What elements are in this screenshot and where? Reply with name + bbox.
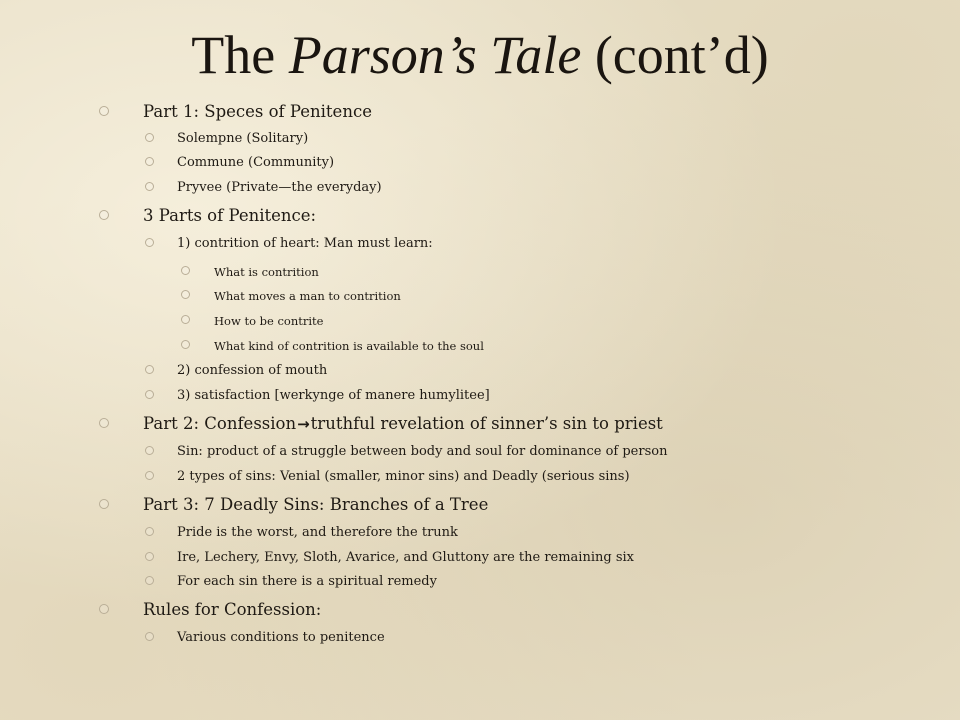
bullet-circle-icon	[145, 471, 154, 480]
outline-item-rules	[143, 600, 321, 619]
outline-item-parts-of-penitence	[143, 206, 316, 225]
item-text: For each sin there is a spiritual remedy	[177, 574, 437, 589]
item-text: Various conditions to penitence	[177, 630, 385, 645]
item-text: Rules for Confession:	[143, 600, 322, 619]
outline-item-how-to-be-contrite	[214, 314, 323, 328]
bullet-circle-icon	[145, 527, 154, 536]
bullet-circle-icon	[145, 133, 154, 142]
item-text: Ire, Lechery, Envy, Sloth, Avarice, and Gluttony are the remaining six	[177, 550, 634, 565]
outline-item-pride	[177, 525, 458, 540]
bullet-circle-icon	[99, 418, 109, 428]
right-arrow-icon: →	[297, 415, 310, 433]
item-text: What kind of contrition is available to the soul	[214, 339, 484, 353]
outline-item-contrition	[177, 236, 433, 251]
bullet-circle-icon	[145, 576, 154, 585]
title-italic: Parson’s Tale	[288, 25, 582, 85]
item-text: Part 3: 7 Deadly Sins: Branches of a Tree	[143, 495, 489, 514]
outline-item-commune	[177, 155, 334, 170]
outline-item-remaining-six	[177, 550, 634, 565]
bullet-circle-icon	[181, 290, 190, 299]
outline-item-types-of-sins	[177, 469, 630, 484]
bullet-circle-icon	[145, 552, 154, 561]
outline-item-confession-of-mouth	[177, 363, 327, 378]
item-text: What moves a man to contrition	[214, 289, 401, 303]
bullet-circle-icon	[99, 210, 109, 220]
item-text: 3) satisfaction [werkynge of manere humylitee]	[177, 388, 490, 403]
item-text: Commune (Community)	[177, 155, 335, 170]
item-text: Part 1: Speces of Penitence	[143, 102, 372, 121]
bullet-outline	[0, 100, 960, 660]
outline-item-what-moves	[214, 289, 401, 303]
outline-item-spiritual-remedy	[177, 574, 437, 589]
bullet-circle-icon	[181, 340, 190, 349]
outline-item-what-is-contrition	[214, 265, 319, 279]
bullet-circle-icon	[99, 106, 109, 116]
outline-item-part1	[143, 102, 372, 121]
bullet-circle-icon	[145, 157, 154, 166]
item-text: What is contrition	[214, 265, 319, 279]
slide-title	[0, 20, 960, 90]
bullet-circle-icon	[99, 604, 109, 614]
bullet-circle-icon	[99, 499, 109, 509]
bullet-circle-icon	[145, 238, 154, 247]
bullet-circle-icon	[181, 315, 190, 324]
outline-item-satisfaction	[177, 388, 490, 403]
item-text-before: Part 2: Confession	[143, 414, 297, 433]
item-text: 3 Parts of Penitence:	[143, 206, 317, 225]
outline-item-sin-definition	[177, 444, 667, 459]
item-text: Solempne (Solitary)	[177, 131, 309, 146]
outline-item-various-conditions	[177, 630, 385, 645]
item-text: 2 types of sins: Venial (smaller, minor sins) and Deadly (serious sins)	[177, 469, 630, 484]
outline-item-what-kind	[214, 339, 484, 353]
title-suffix: (cont’d)	[581, 25, 769, 85]
item-text: Pryvee (Private—the everyday)	[177, 180, 382, 195]
item-text: 2) confession of mouth	[177, 363, 328, 378]
bullet-circle-icon	[145, 182, 154, 191]
outline-item-pryvee	[177, 180, 382, 195]
bullet-circle-icon	[145, 632, 154, 641]
bullet-circle-icon	[145, 390, 154, 399]
item-text-after: truthful revelation of sinner’s sin to priest	[310, 414, 663, 433]
bullet-circle-icon	[145, 446, 154, 455]
bullet-circle-icon	[181, 266, 190, 275]
item-text: 1) contrition of heart: Man must learn:	[177, 236, 433, 251]
item-text: Pride is the worst, and therefore the trunk	[177, 525, 458, 540]
outline-item-solempne	[177, 131, 308, 146]
bullet-circle-icon	[145, 365, 154, 374]
item-text: Sin: product of a struggle between body and soul for dominance of person	[177, 444, 668, 459]
title-prefix: The	[191, 25, 289, 85]
outline-item-part2	[143, 414, 663, 433]
item-text: How to be contrite	[214, 314, 324, 328]
outline-item-part3	[143, 495, 488, 514]
